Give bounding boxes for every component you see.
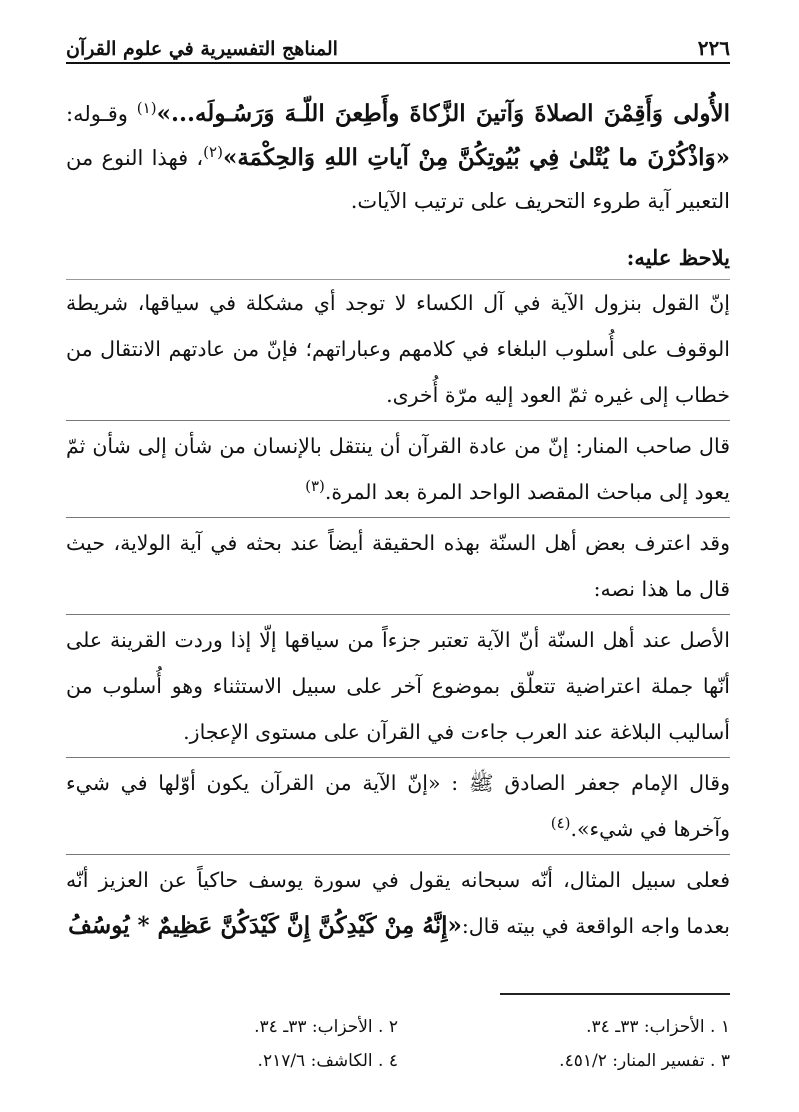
intro-connector: وقـوله: [66, 102, 137, 126]
paragraph-divider [66, 614, 730, 615]
footnote-ref-1[interactable]: (١) [136, 99, 157, 117]
footnote-row [66, 1010, 730, 1044]
paragraph-6 [66, 857, 730, 949]
footnote-1: ١ . الأحزاب: ٣٣ـ ٣٤. [586, 1017, 730, 1037]
paragraph-divider [66, 854, 730, 855]
paragraph-5 [66, 760, 730, 852]
paragraph-2 [66, 423, 730, 515]
intro-paragraph [66, 92, 730, 223]
intro-continuation: ، فهذا النوع من التعبير آية طروء التحريف على ترتيب الآيات. [66, 146, 730, 213]
paragraph-1: إنّ القول بنزول الآية في آل الكساء لا توجد أي مشكلة في سياقها، شريطة الوقوف على أُسلوب البلغاء في كلامهم وعباراتهم؛ فإنّ من عادتهم الانتقال من خطاب إلى غيره ثمّ العود إليه مرّة أُخرى. [66, 291, 730, 407]
running-title: المناهج التفسيرية في علوم القرآن [66, 38, 338, 60]
footnote-2: ٢ . الأحزاب: ٣٣ـ ٣٤. [254, 1017, 398, 1037]
book-page [66, 28, 730, 1088]
footnotes [66, 1010, 730, 1078]
page-number: ٢٢٦ [697, 36, 730, 60]
paragraph-4: الأصل عند أهل السنّة أنّ الآية تعتبر جزءاً من سياقها إلّا إذا وردت القرينة على أنّها جملة اعتراضية تتعلّق بموضوع آخر على سبيل الاستثناء وهو أُسلوب من أساليب البلاغة عند العرب جاءت في القرآن على مستوى الإعجاز. [66, 628, 730, 744]
paragraph-divider [66, 517, 730, 518]
footnote-3: ٣ . تفسير المنار: ٤٥١/٢. [559, 1051, 730, 1071]
section-heading: يلاحظ عليه: [626, 245, 730, 270]
paragraph-divider [66, 420, 730, 421]
quran-verse-2: «وَاذْكُرْنَ ما يُتْلىٰ فِي بُيُوتِكُنَّ مِنْ آياتِ اللهِ وَالحِكْمَة» [222, 144, 731, 171]
paragraph-2-text: قال صاحب المنار: إنّ من عادة القرآن أن ينتقل بالإنسان من شأن إلى شأن ثمّ يعود إلى مباحث المقصد الواحد المرة بعد المرة. [66, 434, 730, 504]
quran-verse-3: «إِنَّهُ مِنْ كَيْدِكُنَّ إِنَّ كَيْدَكُنَّ عَظِيمٌ * يُوسُفُ [68, 912, 462, 939]
running-header [66, 28, 730, 64]
footnote-ref-3[interactable]: (٣) [305, 477, 325, 496]
quran-verse-1: الأُولى وَأَقِمْنَ الصلاةَ وَآتينَ الزَّكاةَ وأَطِعنَ اللّـهَ وَرَسُـولَه...» [156, 100, 731, 127]
paragraph-6-text: فعلى سبيل المثال، أنّه سبحانه يقول في سورة يوسف حاكياً عن العزيز أنّه بعدما واجه الواقعة في بيته قال: [66, 868, 730, 938]
paragraph-5-text: وقال الإمام جعفر الصادق ﷺ : «إنّ الآية من القرآن يكون أوّلها في شيء وآخرها في شيء». [66, 771, 730, 841]
paragraph-3: وقد اعترف بعض أهل السنّة بهذه الحقيقة أيضاً عند بحثه في آية الولاية، حيث قال ما هذا نصه: [66, 531, 730, 601]
footnote-row [66, 1044, 730, 1078]
footnote-4: ٤ . الكاشف: ٢١٧/٦. [257, 1051, 398, 1071]
footnote-ref-4[interactable]: (٤) [550, 814, 571, 833]
footnote-divider [500, 993, 730, 995]
paragraph-divider [66, 757, 730, 758]
footnote-ref-2[interactable]: (٢) [203, 143, 223, 161]
